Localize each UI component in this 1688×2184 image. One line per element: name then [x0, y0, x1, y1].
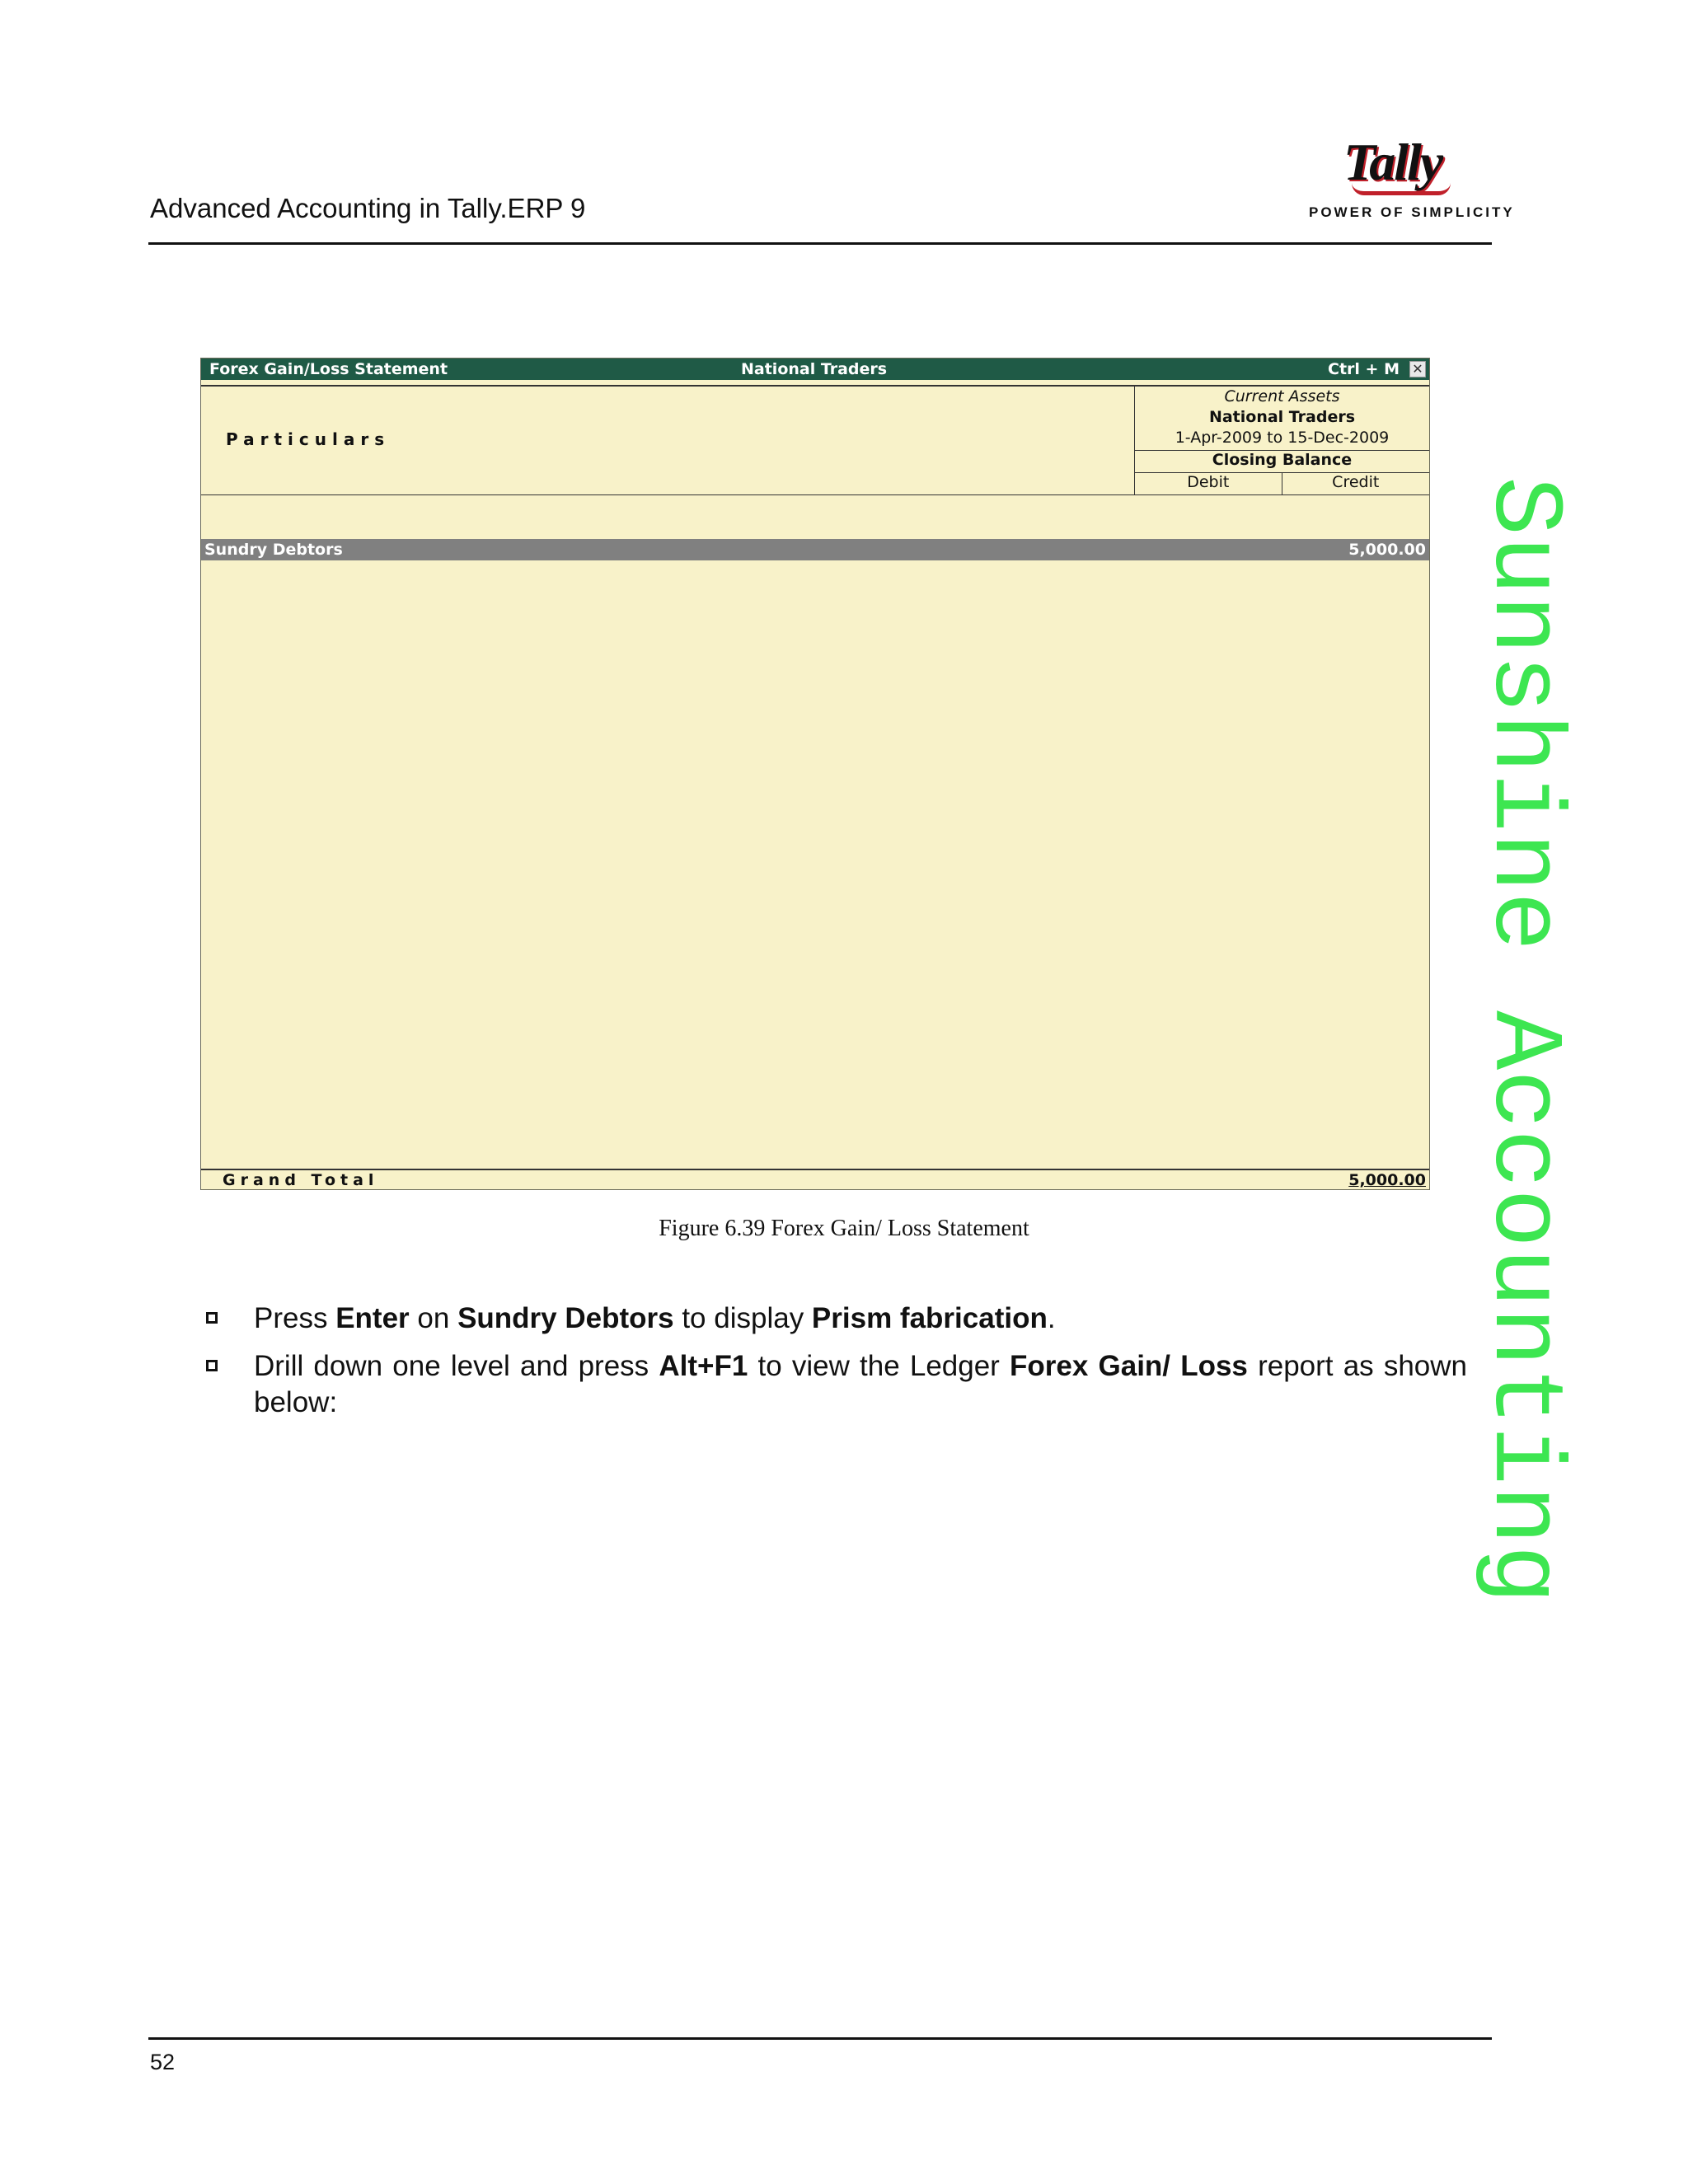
logo-swoosh-icon — [1352, 183, 1451, 195]
shortcut-hint: Ctrl + M — [1328, 360, 1400, 378]
close-icon[interactable]: ✕ — [1409, 361, 1426, 377]
row-debit-amount: 5,000.00 — [1348, 541, 1426, 559]
bold-term: Prism fabrication — [811, 1302, 1048, 1334]
text-run: to view the Ledger — [748, 1350, 1010, 1382]
text-run: Press — [254, 1302, 336, 1334]
list-item — [206, 1348, 1467, 1421]
column-period: 1-Apr-2009 to 15-Dec-2009 — [1175, 429, 1390, 447]
bold-term: Alt+F1 — [659, 1350, 748, 1382]
grand-total-label: Grand Total — [223, 1171, 379, 1189]
column-group-name: Current Assets — [1224, 387, 1340, 405]
figure-caption: Figure 6.39 Forex Gain/ Loss Statement — [659, 1216, 1029, 1241]
closing-balance-label: Closing Balance — [1135, 450, 1429, 473]
text-run: Drill down one level and press — [254, 1350, 659, 1382]
company-title: National Traders — [741, 360, 888, 378]
footer-rule — [148, 2037, 1492, 2040]
text-run: report as shown below: — [254, 1350, 1467, 1418]
table-row-selected[interactable] — [201, 539, 1429, 560]
instruction-list — [206, 1301, 1467, 1432]
bold-term: Forex Gain/ Loss — [1010, 1350, 1248, 1382]
column-company-name: National Traders — [1208, 408, 1356, 426]
bold-term: Enter — [335, 1302, 410, 1334]
list-item — [206, 1301, 1467, 1337]
document-header-title: Advanced Accounting in Tally.ERP 9 — [150, 193, 586, 223]
bold-term: Sundry Debtors — [457, 1302, 674, 1334]
credit-column-label: Credit — [1282, 472, 1430, 494]
grand-total-row — [201, 1169, 1429, 1190]
report-title: Forex Gain/Loss Statement — [209, 360, 448, 378]
logo-wordmark: Tally — [1343, 133, 1442, 191]
header-rule — [148, 242, 1492, 245]
text-run: . — [1047, 1302, 1056, 1334]
window-title-bar — [201, 359, 1429, 380]
amount-column-header — [1134, 387, 1429, 495]
particulars-label: Particulars — [226, 429, 391, 449]
text-run: to display — [673, 1302, 812, 1334]
square-bullet-icon — [206, 1312, 218, 1324]
watermark-text: Sunshine Accounting — [1466, 476, 1578, 1605]
row-ledger-name: Sundry Debtors — [204, 541, 343, 559]
logo-tagline: POWER OF SIMPLICITY — [1309, 204, 1515, 220]
grand-total-value: 5,000.00 — [1348, 1171, 1426, 1189]
debit-column-label: Debit — [1135, 472, 1282, 494]
tally-report-window — [200, 358, 1430, 1190]
report-column-header — [201, 385, 1429, 495]
page-number: 52 — [150, 2050, 176, 2074]
text-run: on — [409, 1302, 458, 1334]
square-bullet-icon — [206, 1360, 218, 1371]
tally-logo — [1294, 132, 1515, 231]
